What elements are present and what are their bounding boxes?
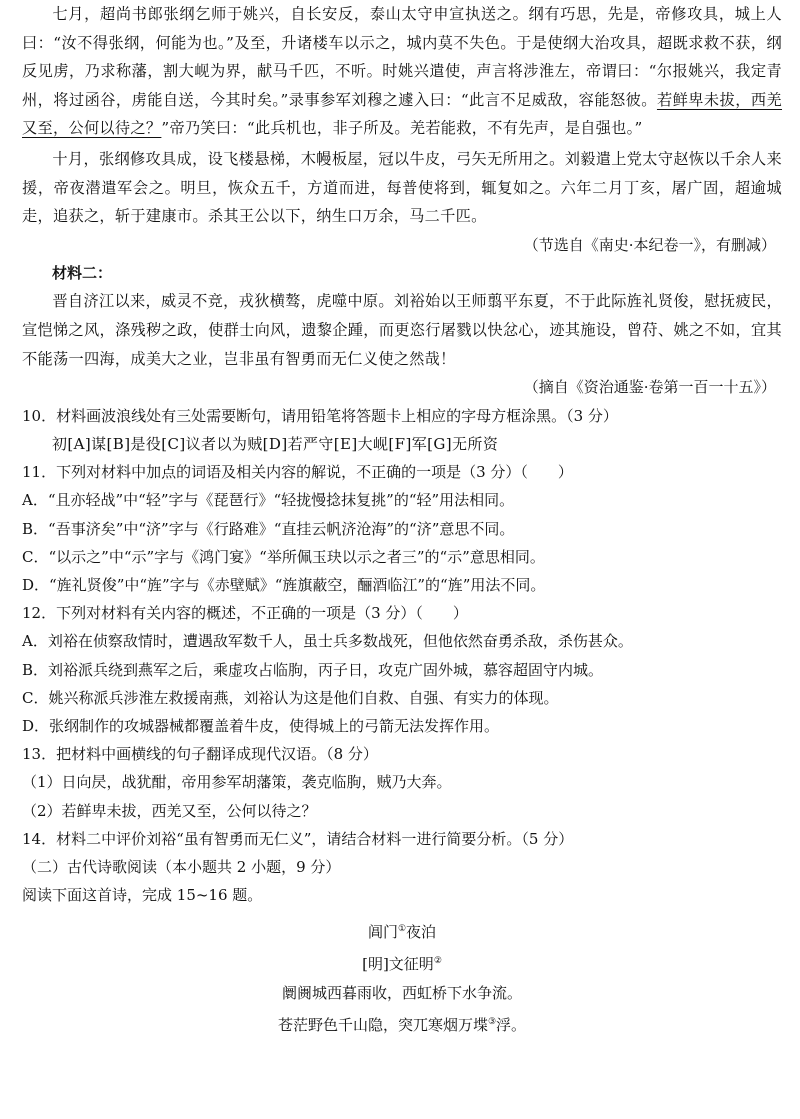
question-12-option-b: B．刘裕派兵绕到燕军之后，乘虚攻占临朐，丙子日，攻克广固外城，慕容超固守内城。 [22, 660, 604, 679]
question-14: 14．材料二中评价刘裕“虽有智勇而无仁义”，请结合材料一进行简要分析。（5 分） [22, 829, 574, 848]
poem-line-1: 阛阓城西暮雨收，西虹桥下水争流。 [281, 984, 522, 1003]
question-13-item-2: （2）若鲜卑未拔，西羌又至，公何以待之？ [22, 801, 317, 820]
material-one-paragraph-1 [22, 0, 782, 143]
poem-author-text: [明]文征明 [362, 955, 434, 974]
poem-line-2 [22, 1008, 782, 1040]
question-11: 11．下列对材料中加点的词语及相关内容的解说，不正确的一项是（3 分）（ ） [22, 463, 573, 482]
question-11-option-d: D．“旌礼贤俊”中“旌”字与《赤壁赋》“旌旗蔽空，酾酒临江”的“旌”用法不同。 [22, 575, 546, 594]
underlined-sentence: 若鲜卑未拔，西羌又至，公何以待之？ [22, 90, 783, 138]
question-12-option-a: A．刘裕在侦察敌情时，遭遇敌军数千人，虽士兵多数战死，但他依然奋勇杀敌，杀伤甚众。 [22, 632, 633, 651]
paragraph-text: 七月，超尚书郎张纲乞师于姚兴，自长安反，泰山太守申宣执送之。纲有巧思，先是，帝修攻具，城上人曰：“汝不得张纲，何能为也。”及至，升诸楼车以示之，城内莫不失色。于是使纲大治攻具，超既求救不获，纲反见虏，乃求称藩，割大岘为界，献马千匹，不听。时姚兴遣使，声言将涉淮左，帝谓曰：“尔报姚兴，我定青州，将过函谷，虏能自送，今其时矣。”录事参军刘穆之遽入曰：“此言不足威敌，容能怒彼。 [22, 5, 782, 109]
poem-author [22, 947, 782, 979]
material-two-heading: 材料二： [52, 264, 113, 283]
material-two-source: （摘自《资治通鉴·卷第一百一十五》） [523, 378, 776, 397]
poem-title [22, 915, 782, 947]
poem-title-text: 阊门 [367, 923, 398, 942]
exam-page [22, 0, 782, 1040]
footnote-marker: ② [433, 956, 442, 967]
question-13: 13．把材料中画横线的句子翻译成现代汉语。（8 分） [22, 745, 378, 764]
question-12-option-d: D．张纲制作的攻城器械都覆盖着牛皮，使得城上的弓箭无法发挥作用。 [22, 716, 500, 735]
paragraph-text: ”帝乃笑曰：“此兵机也，非子所及。羌若能救，不有先声，是自强也。” [161, 119, 643, 138]
footnote-marker: ① [397, 924, 407, 935]
footnote-marker: ③ [487, 1017, 497, 1028]
question-13-item-1: （1）日向昃，战犹酣，帝用参军胡藩策，袭克临朐，贼乃大奔。 [22, 773, 452, 792]
poem-line-text: 浮。 [496, 1016, 527, 1035]
material-one-paragraph-2: 十月，张纲修攻具成，设飞楼悬梯，木幔板屋，冠以牛皮，弓矢无所用之。刘毅遣上党太守赵恢以千余人来援，帝夜潜遣军会之。明旦，恢众五千，方道而进，每普使将到，辄复如之。六年二月丁亥，屠广固，超逾城走，追获之，斩于建康市。杀其王公以下，纳生口万余，马二千匹。 [22, 149, 782, 226]
poem-line-text: 苍茫野色千山隐，突兀寒烟万堞 [277, 1016, 488, 1035]
question-10: 10．材料画波浪线处有三处需要断句，请用铅笔将答题卡上相应的字母方框涂黑。（3 分） [22, 406, 618, 425]
question-10-sentence: 初[A]谋[B]是役[C]议者以为贼[D]若严守[E]大岘[F]军[G]无所资 [52, 434, 499, 453]
poem-title-text: 夜泊 [406, 923, 437, 942]
poetry-instruction: 阅读下面这首诗，完成 15~16 题。 [22, 886, 263, 905]
material-one-source: （节选自《南史·本纪卷一》，有删减） [523, 235, 776, 254]
question-12-option-c: C．姚兴称派兵涉淮左救援南燕，刘裕认为这是他们自救、自强、有实力的体现。 [22, 688, 559, 707]
question-11-option-b: B．“吾事济矣”中“济”字与《行路难》“直挂云帆济沧海”的“济”意思不同。 [22, 519, 515, 538]
material-two-paragraph: 晋自济江以来，威灵不竞，戎狄横骜，虎噬中原。刘裕始以王师翦平东夏，不于此际旌礼贤俊，慰抚疲民，宣恺悌之风，涤残秽之政，使群士向风，遗黎企踵，而更恣行屠戮以快忿心，迹其施设，曾苻、姚之不如，宜其不能荡一四海，成美大之业，岂非虽有智勇而无仁义使之然哉！ [22, 292, 782, 368]
question-12: 12．下列对材料有关内容的概述，不正确的一项是（3 分）（ ） [22, 604, 468, 623]
question-11-option-a: A．“且亦轻战”中“轻”字与《琵琶行》“轻拢慢捻抹复挑”的“轻”用法相同。 [22, 491, 515, 510]
section-poetry-heading: （二）古代诗歌阅读（本小题共 2 小题，9 分） [22, 857, 341, 876]
question-11-option-c: C．“以示之”中“示”字与《鸿门宴》“举所佩玉玦以示之者三”的“示”意思相同。 [22, 547, 545, 566]
